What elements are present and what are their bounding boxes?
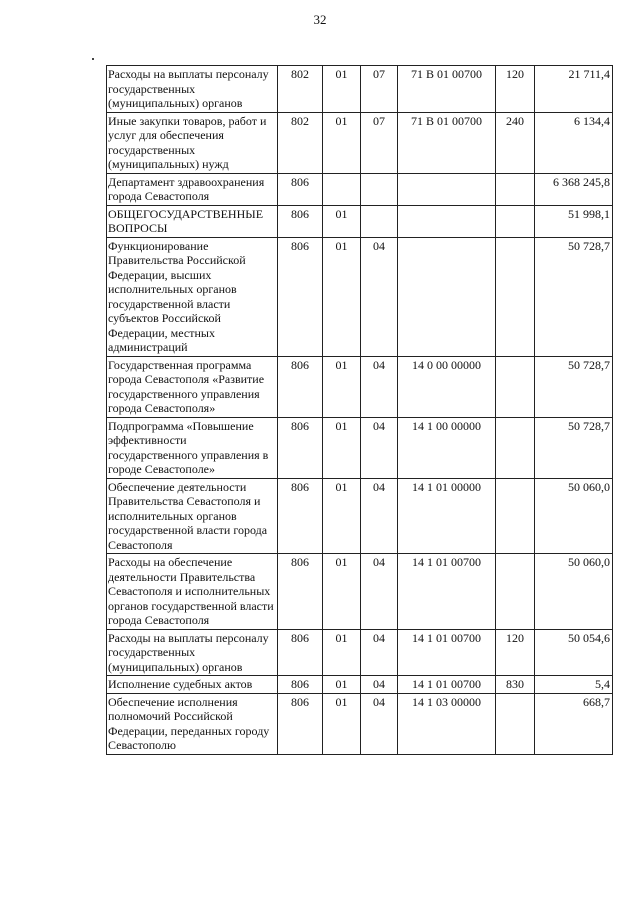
cell-target-article: 71 В 01 00700	[398, 66, 496, 113]
cell-subsection: 04	[361, 693, 398, 754]
cell-sum: 21 711,4	[535, 66, 613, 113]
cell-subsection: 04	[361, 237, 398, 356]
cell-expense-type: 240	[496, 112, 535, 173]
cell-ved: 806	[278, 478, 323, 554]
cell-subsection: 04	[361, 629, 398, 676]
table-row	[107, 237, 613, 356]
cell-target-article	[398, 205, 496, 237]
table-row	[107, 112, 613, 173]
cell-expense-type	[496, 173, 535, 205]
cell-expense-type	[496, 554, 535, 630]
cell-expense-type	[496, 356, 535, 417]
cell-name: Расходы на выплаты персоналу государственных (муниципальных) органов	[107, 66, 278, 113]
cell-sum: 50 728,7	[535, 356, 613, 417]
cell-name: Расходы на обеспечение деятельности Правительства Севастополя и исполнительных органов государственной власти города Севастополя	[107, 554, 278, 630]
cell-subsection	[361, 205, 398, 237]
cell-name: Иные закупки товаров, работ и услуг для обеспечения государственных (муниципальных) нужд	[107, 112, 278, 173]
table-row	[107, 417, 613, 478]
cell-target-article: 14 1 01 00000	[398, 478, 496, 554]
cell-expense-type	[496, 237, 535, 356]
cell-target-article: 14 1 01 00700	[398, 676, 496, 694]
cell-subsection: 04	[361, 356, 398, 417]
table-row	[107, 66, 613, 113]
cell-section: 01	[323, 417, 361, 478]
cell-subsection	[361, 173, 398, 205]
cell-section: 01	[323, 478, 361, 554]
table-row	[107, 356, 613, 417]
cell-ved: 806	[278, 676, 323, 694]
cell-sum: 51 998,1	[535, 205, 613, 237]
cell-ved: 806	[278, 693, 323, 754]
cell-subsection: 04	[361, 478, 398, 554]
cell-sum: 50 060,0	[535, 554, 613, 630]
table-row	[107, 693, 613, 754]
cell-name: Расходы на выплаты персоналу государственных (муниципальных) органов	[107, 629, 278, 676]
cell-name: Подпрограмма «Повышение эффективности государственного управления в городе Севастополе»	[107, 417, 278, 478]
cell-name: ОБЩЕГОСУДАРСТВЕННЫЕ ВОПРОСЫ	[107, 205, 278, 237]
table-body	[107, 66, 613, 755]
cell-target-article	[398, 173, 496, 205]
cell-section: 01	[323, 112, 361, 173]
cell-section: 01	[323, 693, 361, 754]
cell-expense-type	[496, 693, 535, 754]
table-row	[107, 554, 613, 630]
cell-sum: 6 134,4	[535, 112, 613, 173]
cell-subsection: 04	[361, 554, 398, 630]
cell-ved: 806	[278, 356, 323, 417]
cell-ved: 806	[278, 629, 323, 676]
cell-sum: 5,4	[535, 676, 613, 694]
cell-section: 01	[323, 237, 361, 356]
table-row	[107, 173, 613, 205]
table-row	[107, 629, 613, 676]
scan-mark	[92, 58, 94, 60]
table-row	[107, 205, 613, 237]
cell-target-article: 14 1 03 00000	[398, 693, 496, 754]
cell-section: 01	[323, 356, 361, 417]
cell-target-article: 14 0 00 00000	[398, 356, 496, 417]
cell-target-article: 14 1 01 00700	[398, 629, 496, 676]
cell-subsection: 04	[361, 676, 398, 694]
cell-ved: 806	[278, 173, 323, 205]
cell-target-article: 14 1 00 00000	[398, 417, 496, 478]
cell-ved: 806	[278, 205, 323, 237]
cell-name: Обеспечение исполнения полномочий Российской Федерации, переданных городу Севастополю	[107, 693, 278, 754]
cell-ved: 806	[278, 237, 323, 356]
cell-target-article: 71 В 01 00700	[398, 112, 496, 173]
cell-section: 01	[323, 554, 361, 630]
cell-target-article	[398, 237, 496, 356]
cell-section	[323, 173, 361, 205]
cell-name: Государственная программа города Севастополя «Развитие государственного управления города Севастополя»	[107, 356, 278, 417]
cell-section: 01	[323, 629, 361, 676]
cell-name: Департамент здравоохранения города Севастополя	[107, 173, 278, 205]
cell-name: Исполнение судебных актов	[107, 676, 278, 694]
cell-ved: 802	[278, 66, 323, 113]
cell-sum: 668,7	[535, 693, 613, 754]
cell-expense-type: 830	[496, 676, 535, 694]
cell-expense-type	[496, 478, 535, 554]
cell-ved: 806	[278, 417, 323, 478]
cell-subsection: 07	[361, 112, 398, 173]
cell-section: 01	[323, 66, 361, 113]
cell-section: 01	[323, 676, 361, 694]
table-row	[107, 676, 613, 694]
cell-target-article: 14 1 01 00700	[398, 554, 496, 630]
cell-sum: 50 054,6	[535, 629, 613, 676]
cell-ved: 806	[278, 554, 323, 630]
cell-expense-type	[496, 417, 535, 478]
table-row	[107, 478, 613, 554]
cell-name: Функционирование Правительства Российской Федерации, высших исполнительных органов государственной власти субъектов Российской Федерации, местных администраций	[107, 237, 278, 356]
cell-sum: 50 728,7	[535, 417, 613, 478]
cell-sum: 50 060,0	[535, 478, 613, 554]
cell-section: 01	[323, 205, 361, 237]
cell-sum: 6 368 245,8	[535, 173, 613, 205]
page-number: 32	[313, 12, 327, 27]
cell-name: Обеспечение деятельности Правительства Севастополя и исполнительных органов государственной власти города Севастополя	[107, 478, 278, 554]
cell-subsection: 04	[361, 417, 398, 478]
budget-table	[106, 65, 613, 755]
cell-sum: 50 728,7	[535, 237, 613, 356]
cell-expense-type: 120	[496, 629, 535, 676]
cell-expense-type: 120	[496, 66, 535, 113]
cell-expense-type	[496, 205, 535, 237]
cell-subsection: 07	[361, 66, 398, 113]
cell-ved: 802	[278, 112, 323, 173]
